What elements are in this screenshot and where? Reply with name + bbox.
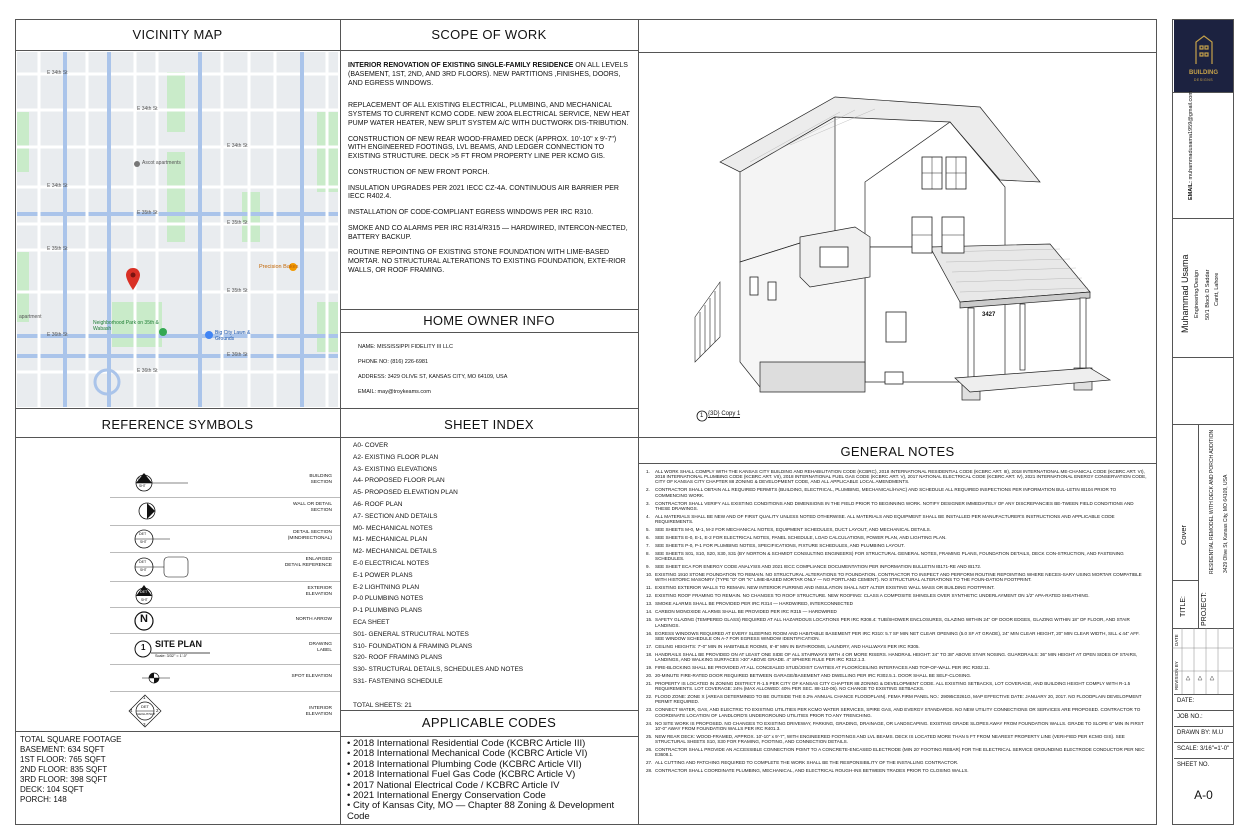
3d-view[interactable]	[660, 62, 1140, 422]
sheet-index-list	[353, 442, 633, 713]
sheet-index-item: M2- MECHANICAL DETAILS	[353, 548, 437, 556]
general-note	[646, 527, 1149, 532]
sheet-index-item: A7- SECTION AND DETAILS	[353, 512, 438, 520]
map-place-label: Big City Lawn & Grounds	[215, 330, 251, 342]
symbol-tag: DET	[139, 532, 147, 536]
note-text: 20-MINUTE FIRE-RATED DOOR REQUIRED BETWEEN GARAGE/BASEMENT AND DWELLING PER IRC R302.5.1. DOOR SHALL BE SELF-CLOSING.	[655, 673, 972, 679]
general-note	[646, 514, 1149, 524]
symbol-label: DETAIL SECTION (MINDIRECTIONAL)	[287, 530, 332, 541]
note-number: 7.	[646, 543, 650, 549]
code-item: • 2021 International Energy Conservation Code	[347, 790, 546, 802]
sheet-index-item: A4- PROPOSED FLOOR PLAN	[353, 477, 445, 485]
note-text: SEE SHEETS P-0, P-1 FOR PLUMBING NOTES, SPECIFICATIONS, FIXTURE SCHEDULES, AND PLUMBING LAYOUT.	[655, 543, 905, 549]
note-text: ALL WORK SHALL COMPLY WITH THE KANSAS CITY BUILDING AND REHABILITATION CODE (KCBRC), 2018 INTERNATIONAL RESIDENTIAL CODE (KCBRC ART. III), 2018 INTERNATIONAL ME-CHANICAL CODE (KCBRC ART. VI), 2018 INTERNATIONAL PLUMBING CODE (KCBRC ART. VII), 2018 INTERNATIONAL FUEL GAS CODE (KCBRC ART. V), 2017 NATIONAL ELECTRICAL CODE (KCBRC ART. IV), 2021 INTERNATIONAL ENERGY CONSERVATION CODE, CITY OF KANSAS CITY CHAPTER 88 ZONING & DEVELOPMENT CODE, AND ALL APPLICABLE LOCAL AMENDMENTS.	[655, 469, 1147, 485]
map-street-label: E 35th St	[137, 210, 158, 216]
view-title: {3D} Copy 1	[708, 411, 741, 417]
map-street-label: E 35th St	[47, 246, 68, 252]
sheet-index-item: P-1 PLUMBING PLANS	[353, 607, 422, 615]
vicinity-map-heading: VICINITY MAP	[132, 27, 223, 42]
symbol-tag: DET	[141, 704, 149, 709]
code-item: • City of Kansas City, MO — Chapter 88 Zoning & Development Code	[347, 800, 615, 822]
sheet-index-item: TOTAL SHEETS: 21	[353, 701, 412, 709]
code-item: • 2018 International Mechanical Code (KCBRC Article VI)	[347, 748, 588, 760]
map-place-label: apartment	[19, 314, 42, 320]
general-note	[646, 551, 1149, 561]
sqft-item: BASEMENT: 634 SQFT	[20, 745, 105, 754]
symbol-sub: SHT	[140, 540, 147, 544]
note-number: 26.	[646, 747, 653, 753]
map-street-label: E 34th St	[137, 106, 158, 112]
sheet-index-item: S01- GENERAL STRUCUTRAL NOTES	[353, 630, 469, 638]
scope-of-work-heading: SCOPE OF WORK	[431, 27, 547, 42]
general-note	[646, 707, 1149, 717]
note-text: EXISTING EXTERIOR WALLS TO REMAIN. NEW INTERIOR FURRING AND INSULATION SHALL NOT ALTER EXISTING WALL MASS OR BUILDING FOOTPRINT.	[655, 585, 995, 591]
divider	[638, 19, 639, 825]
designer-city: Cantt, Lahore	[1214, 272, 1220, 306]
symbol-interior-elevation	[110, 691, 340, 729]
general-note	[646, 631, 1149, 641]
divider	[15, 50, 638, 51]
symbol-tag: DET	[140, 590, 148, 594]
elevation-number: 4	[130, 708, 133, 713]
note-number: 15.	[646, 617, 653, 623]
general-note	[646, 572, 1149, 582]
general-note	[646, 585, 1149, 590]
note-text: HANDRAILS SHALL BE PROVIDED ON AT LEAST ONE SIDE OF ALL STAIRWAYS WITH 4 OR MORE RISERS. HANDRAIL HEIGHT: 34" TO 38" ABOVE STAIR NOSING. GUARDRAILS: 36" MIN HEIGHT AT OPEN SIDES OF STAIRS, LANDINGS, AND WALKING SURFACES >30" ABOVE GRADE. 4" SPHERE RULE PER IRC R312.1.3.	[655, 651, 1138, 663]
note-number: 14.	[646, 609, 653, 615]
tb-divider	[1172, 424, 1234, 425]
general-note	[646, 593, 1149, 598]
note-number: 11.	[646, 585, 653, 591]
symbol-detail-section	[110, 525, 340, 551]
revision-label: REVISION BY	[1174, 661, 1179, 690]
symbol-label: ENLARGED DETAIL REFERENCE	[284, 557, 332, 568]
reference-symbols	[110, 470, 340, 730]
note-number: 9.	[646, 564, 650, 570]
note-number: 27.	[646, 760, 653, 766]
note-text: CONTRACTOR SHALL VERIFY ALL EXISTING CONDITIONS AND DIMENSIONS IN THE FIELD PRIOR TO BEGINNING WORK. NOTIFY DESIGNER IMMEDIATELY OF ANY DISCREPANCIES BE-TWEEN FIELD CONDITIONS AND THESE DRAWINGS.	[655, 500, 1134, 511]
sheet-index-item: A3- EXISTING ELEVATIONS	[353, 465, 437, 473]
note-number: 22.	[646, 694, 653, 700]
code-item: • 2018 International Fuel Gas Code (KCBRC Article V)	[347, 769, 576, 781]
symbol-sub: SHT	[139, 484, 146, 488]
tb-divider	[1172, 580, 1198, 581]
tb-divider	[1198, 424, 1199, 628]
project-name: RESIDENTIAL REMODEL WITH DECK AND PORCH ADDITION	[1209, 429, 1215, 574]
sheet-index-heading: SHEET INDEX	[444, 417, 534, 432]
sheet-index-item: S31- FASTENING SCHEDULE	[353, 677, 443, 685]
symbol-spot-elevation	[110, 664, 340, 690]
code-item: • 2017 National Electrical Code / KCBRC Article IV	[347, 779, 560, 791]
symbol-label: SPOT ELEVATION	[291, 674, 332, 679]
sheet-index-item: S30- STRUCTURAL DETAILS, SCHEDULES AND NOTES	[353, 666, 524, 674]
note-number: 4.	[646, 513, 650, 519]
symbol-label: DRAWING LABEL	[308, 642, 332, 653]
note-text: CONTRACTOR SHALL OBTAIN ALL REQUIRED PERMITS (BUILDING, ELECTRICAL, PLUMBING, MECHANICAL/HVAC) AND SCHEDULE ALL REQUIRED INSPECTIONS PER INFORMATION BUL-LETIN IB104 PRIOR TO COMMENCING WORK.	[655, 487, 1117, 498]
note-number: 1.	[646, 469, 650, 474]
note-text: SEE SHEET ECA FOR ENERGY CODE ANALYSIS AND 2021 IECC COMPLIANCE DOCUMENTATION PER INFORMATION BULLETIN IB171-RE AND IB172.	[655, 564, 982, 570]
owner-name: NAME: MISSISSIPPI FIDELITY III LLC	[358, 344, 453, 350]
symbol-sub: SHT	[141, 598, 148, 602]
designer-role: Engineering/Design	[1194, 269, 1200, 318]
spot-elevation-symbol-icon	[132, 667, 172, 689]
map-street-label: E 35th St	[227, 288, 248, 294]
owner-email[interactable]: EMAIL: may@troykeams.com	[358, 389, 431, 395]
building-section-symbol-icon	[130, 472, 190, 494]
note-number: 12.	[646, 593, 653, 599]
note-text: NEW REAR DECK: WOOD-FRAMED, APPROX. 10'-10" x 9'-7", WITH ENGINEERED FOOTINGS AND LVL BEAMS. DECK IS LOCATED MORE THAN 5 FT FROM NEAREST PROPERTY LINE (VERI-FIED PER KCMO GIS). SEE STRUCTURAL SHEETS S10, S30 FOR FRAMING, FOOTING, AND CONNECTION DETAILS.	[655, 733, 1125, 745]
sheet-index-item: E-1 POWER PLANS	[353, 571, 413, 579]
sheet-index-item: A5- PROPOSED ELEVATION PLAN	[353, 489, 458, 497]
divider	[15, 437, 340, 438]
map-street-label: E 34th St	[227, 143, 248, 149]
note-text: SEE SHEETS S01, S10, S20, S30, S31 (BY NORTON & SCHMIDT CONSULTING ENGINEERS) FOR STRUCTURAL GENERAL NOTES, FRAMING PLANS, FOUNDATION DETAILS, DECK CON-STRUCTION, AND FASTENING SCHEDULES.	[655, 551, 1124, 562]
wall-section-symbol-icon	[136, 500, 158, 522]
divider	[638, 52, 1157, 53]
elevation-number: 3	[143, 722, 146, 727]
note-number: 24.	[646, 720, 653, 726]
home-owner-info-heading: HOME OWNER INFO	[423, 313, 555, 328]
note-text: CONTRACTOR SHALL COORDINATE PLUMBING, MECHANICAL, AND ELECTRICAL ROUGH-INS BETWEEN TRADES PRIOR TO CLOSING WALLS.	[655, 768, 969, 774]
sheet-index-item: E-2 LIGHTNING PLAN	[353, 583, 420, 591]
code-item: • 2018 International Residential Code (KCBRC Article III)	[347, 738, 586, 749]
scope-text: REPLACEMENT OF ALL EXISTING ELECTRICAL, PLUMBING, AND MECHANICAL SYSTEMS TO CURRENT KCMO CODE. NEW 200A ELECTRICAL SERVICE, NEW HEAT PUMP WATER HEATER, NEW SPLIT SYSTEM A/C WITH DUCTWORK DIS-TRIBUTION.	[348, 102, 630, 127]
map-place-label: Neighborhood Park on 35th & Wabash	[93, 320, 159, 332]
general-note	[646, 673, 1149, 678]
elevation-number: 2	[156, 708, 159, 713]
view-number: 1	[700, 413, 704, 419]
general-notes-list	[646, 469, 1149, 776]
general-note	[646, 734, 1149, 744]
map-street-label: E 36th St	[47, 332, 68, 338]
symbol-enlarged-detail	[110, 552, 340, 580]
scope-text: CONSTRUCTION OF NEW FRONT PORCH.	[348, 168, 490, 176]
sqft-item: 1ST FLOOR: 765 SQFT	[20, 755, 106, 764]
note-number: 19.	[646, 665, 653, 671]
applicable-codes-heading: APPLICABLE CODES	[421, 715, 557, 730]
project-address: 3429 Olive St, Kansas City, MO 64109, USA	[1223, 474, 1229, 573]
note-text: SMOKE ALARMS SHALL BE PROVIDED PER IRC R314 — HARDWIRED, INTERCONNECTED	[655, 601, 853, 607]
scope-text: ROUTINE REPOINTING OF EXISTING STONE FOUNDATION WITH LIME-BASED MORTAR. NO STRUCTURAL ALTERATIONS TO EXISTING FOUNDATION, EXTE-RIOR WALLS, OR ROOF FRAMING.	[348, 249, 626, 274]
note-text: SEE SHEETS M-0, M-1, M-2 FOR MECHANICAL NOTES, EQUIPMENT SCHEDULES, DUCT LAYOUT, AND MECHANICAL DETAILS.	[655, 527, 932, 533]
general-note	[646, 535, 1149, 540]
tb-sheet-no	[1174, 758, 1233, 824]
applicable-codes-list	[347, 739, 637, 822]
scope-text: ON ALL LEVELS (BASEMENT, 1ST, 2ND, AND 3RD FLOORS). NEW PARTITIONS ,FINISHES, DOORS, AND EGRESS WINDOWS.	[348, 62, 628, 87]
sheet-index-item: A0- COVER	[353, 442, 389, 449]
symbol-tag: 1	[141, 643, 146, 652]
tb-divider	[1172, 218, 1234, 219]
symbol-tag: DET	[139, 560, 147, 564]
note-number: 16.	[646, 630, 653, 636]
map-street-label: E 35th St	[227, 220, 248, 226]
symbol-label: NORTH ARROW	[295, 617, 332, 622]
divider	[340, 736, 638, 737]
note-number: 2.	[646, 487, 650, 493]
note-number: 17.	[646, 643, 653, 649]
revision-grid-lines	[1172, 628, 1234, 694]
note-text: CONNECT WATER, GAS, AND ELECTRIC TO EXISTING UTILITIES PER KCMO WATER SERVICES, SPIRE GAS, AND EVERGY STANDARDS. NO NEW UTILITY CONNECTIONS OR SERVICES ARE PROPOSED. CONTRACTOR TO COORDINATE LOCATION OF LANDLORD'S UNDERGROUND UTILITIES PRIOR TO ANY TRENCHING.	[655, 707, 1141, 718]
general-note	[646, 694, 1149, 704]
divider	[340, 309, 638, 310]
note-text: CEILING HEIGHTS: 7'-0" MIN IN HABITABLE ROOMS, 6'-8" MIN IN BATHROOMS, LAUNDRY, AND HALLWAYS PER IRC R305.	[655, 643, 920, 649]
sqft-item: TOTAL SQUARE FOOTAGE	[20, 735, 122, 744]
note-number: 10.	[646, 572, 653, 578]
symbol-label: WALL OR DETAIL SECTION	[292, 502, 332, 513]
note-text: FLOOD ZONE: ZONE X (AREAS DETERMINED TO BE OUTSIDE THE 0.2% ANNUAL CHANCE FLOODPLAIN). FEMA FIRM PANEL NO.: 29095C0261G, MAP EFFECTIVE DATE: JANUARY 20, 2017. NO FLOODPLAIN DEVELOPMENT PERMIT REQUIRED.	[655, 694, 1142, 705]
note-number: 3.	[646, 500, 650, 506]
revision-date-label: DATE	[1174, 634, 1179, 646]
divider	[340, 408, 638, 409]
elevation-number: 1	[143, 695, 146, 700]
note-text: EGRESS WINDOWS REQUIRED AT EVERY SLEEPING ROOM AND HABITABLE BASEMENT PER IRC R310: 5.7 SF MIN NET CLEAR OPENING (5.0 SF AT GRADE), 24" MIN CLEAR HEIGHT, 20" MIN CLEAR WIDTH, SILL ≤ 44" AFF. SEE WINDOW SCHEDULE ON A-7 FOR EGRESS WINDOW IDENTIFICATION.	[655, 630, 1140, 641]
scope-text: INSULATION UPGRADES PER 2021 IECC CZ-4A. CONTINUOUS AIR BARRIER PER IECC R402.4.	[348, 184, 619, 201]
map-place-label: Ascot apartments	[142, 160, 181, 166]
symbol-label: BUILDING SECTION	[309, 474, 332, 485]
home-owner-info	[358, 344, 628, 404]
map-street-label: E 34th St	[47, 183, 68, 189]
sheet-index-item: P-0 PLUMBING NOTES	[353, 595, 424, 603]
sheet-index-item: A6- ROOF PLAN	[353, 500, 403, 508]
sqft-item: 2ND FLOOR: 835 SQFT	[20, 765, 108, 774]
divider	[340, 437, 638, 438]
note-text: EXISTING 1910 STONE FOUNDATION TO REMAIN. NO STRUCTURAL ALTERATIONS TO FOUNDATION. CONTRACTOR TO INSPECT AND PERFORM ROUTINE REPOINTING WHERE NECES-SARY USING MORTAR COMPATIBLE WITH HISTORIC MASONRY (TYPE "O" OR "K" LIME-BASED MORTAR ONLY — NO PORTLAND CEMENT). NO STRUCTURAL ALTERATIONS TO THE FOUN-DATION FOOTPRINT.	[655, 572, 1142, 583]
revision-grid	[1172, 628, 1234, 694]
note-number: 21.	[646, 681, 653, 687]
logo-line1: BUILDING	[1189, 70, 1218, 76]
scope-of-work	[348, 62, 632, 283]
general-note	[646, 747, 1149, 757]
symbol-exterior-elevation	[110, 581, 340, 607]
general-note	[646, 760, 1149, 765]
general-note	[646, 469, 1149, 485]
map-place-label: Precision Bakes	[259, 264, 299, 270]
general-note	[646, 768, 1149, 773]
general-note	[646, 564, 1149, 569]
titleblock-email[interactable]: EMAIL: muhammadusama1959@gmail.com	[1188, 91, 1194, 200]
symbol-label: EXTERIOR ELEVATION	[305, 586, 332, 597]
sheet-index-item: M0- MECHANICAL NOTES	[353, 524, 433, 532]
sheet-index-item: S10- FOUNDATION & FRAMING PLANS	[353, 642, 473, 650]
designer-name: Muhammad Usama	[1180, 254, 1190, 333]
tb-scale: SCALE: 3/16"=1'-0"	[1174, 742, 1233, 758]
symbol-wall-section	[110, 497, 340, 523]
note-text: CARBON MONOXIDE ALARMS SHALL BE PROVIDED PER IRC R315 — HARDWIRED	[655, 609, 837, 615]
note-number: 13.	[646, 601, 653, 607]
map-street-label: E 34th St	[47, 70, 68, 76]
scope-text: INSTALLATION OF CODE-COMPLIANT EGRESS WINDOWS PER IRC R310.	[348, 209, 594, 216]
detail-section-symbol-icon	[132, 528, 172, 550]
general-note	[646, 609, 1149, 614]
note-text: PROPERTY IS LOCATED IN ZONING DISTRICT R-1.5 PER CITY OF KANSAS CITY CHAPTER 88 ZONING & DEVELOPMENT CODE. ALL EXISTING SETBACKS, LOT COVERAGE, AND BUILDING HEIGHT COMPLY WITH R-1.5 REQUIREMENTS. LOT COVERAGE: 24% (MAX ALLOWED: 40% PER SEC. 88-110-06). NO CHANGE TO EXISTING SETBACKS.	[655, 681, 1131, 692]
house-number: 3427	[982, 312, 996, 318]
tb-divider	[1172, 357, 1234, 358]
divider	[638, 463, 1157, 464]
general-note	[646, 652, 1149, 662]
symbol-sub: HEIGHT/SHT	[137, 712, 156, 716]
tb-job-no: JOB NO.:	[1174, 710, 1233, 726]
map-street-label: E 36th St	[137, 368, 158, 374]
note-text: EXISTING ROOF FRAMING TO REMAIN. NO CHANGES TO ROOF STRUCTURE. NEW ROOFING: CLASS A COMPOSITE SHINGLES OVER SYNTHETIC UNDERLAYMENT ON 1/2" APA-RATED SHEATHING.	[655, 593, 1090, 599]
designer-address: 50/1 Block D Saddar	[1205, 269, 1211, 320]
sheet-index-item	[353, 690, 633, 702]
enlarged-detail-symbol-icon	[132, 555, 192, 579]
map-street-label: E 36th St	[227, 352, 248, 358]
divider	[638, 437, 1157, 438]
general-note	[646, 617, 1149, 627]
sheet-index-item: M1- MECHANICAL PLAN	[353, 536, 428, 544]
note-number: 18.	[646, 651, 653, 657]
general-note	[646, 501, 1149, 511]
vicinity-map[interactable]	[17, 52, 338, 407]
general-note	[646, 681, 1149, 691]
scope-lead: INTERIOR RENOVATION OF EXISTING SINGLE-FAMILY RESIDENCE	[348, 62, 574, 69]
note-text: FIRE-BLOCKING SHALL BE PROVIDED AT ALL CONCEALED STUD/JOIST CAVITIES AT FLOOR/CEILING INTERFACES AND TOP-OF-WALL PER IRC R302.11.	[655, 665, 990, 671]
tb-divider	[1172, 92, 1234, 93]
symbol-tag: N	[140, 613, 148, 625]
sqft-item: PORCH: 148	[20, 795, 67, 804]
note-text: SAFETY GLAZING (TEMPERED GLASS) REQUIRED AT ALL HAZARDOUS LOCATIONS PER IRC R308.4: TUB/SHOWER ENCLOSURES, GLAZING WITHIN 24" OF DOOR EDGES, GLAZING WITHIN 18" OF FLOOR, AND STAIR LANDINGS.	[655, 617, 1130, 628]
drawing-title-sample: SITE PLAN	[155, 639, 203, 649]
sheet-index-item: ECA SHEET	[353, 618, 390, 626]
house-3d-drawing	[660, 62, 1140, 422]
note-number: 8.	[646, 551, 650, 557]
tb-date: DATE:	[1174, 694, 1233, 710]
general-note	[646, 665, 1149, 670]
company-logo	[1174, 20, 1233, 92]
note-number: 23.	[646, 707, 653, 713]
divider	[340, 332, 638, 333]
note-number: 25.	[646, 733, 653, 739]
note-number: 5.	[646, 527, 650, 533]
sheet-title: Cover	[1179, 524, 1188, 545]
exterior-elevation-symbol-icon	[132, 583, 156, 607]
note-number: 28.	[646, 768, 653, 774]
symbol-tag: DET	[138, 477, 146, 481]
general-note	[646, 644, 1149, 649]
note-text: NO SITE WORK IS PROPOSED. NO CHANGES TO EXISTING DRIVEWAY, PARKING, GRADING, DRAINAGE, OR LANDSCAPING. EXISTING GRADE SLOPES AWAY FROM FOUNDATION WALLS. GRADE TO SLOPE 6" MIN IN FIRST 10'-0" AWAY FROM FOUNDATION WALLS PER IRC R401.3.	[655, 720, 1144, 731]
symbol-building-section	[110, 470, 340, 496]
general-notes-heading: GENERAL NOTES	[840, 444, 955, 459]
note-text: SEE SHEETS E-0, E-1, E-2 FOR ELECTRICAL NOTES, PANEL SCHEDULE, LOAD CALCULATIONS, POWER PLAN, AND LIGHTING PLAN.	[655, 535, 947, 541]
sheet-index-item: A2- EXISTING FLOOR PLAN	[353, 453, 439, 461]
code-item: • 2018 International Plumbing Code (KCBRC Article VII)	[347, 758, 582, 770]
symbol-drawing-label	[110, 633, 340, 663]
location-pin-icon	[126, 268, 140, 290]
note-number: 20.	[646, 673, 653, 679]
sqft-item: 3RD FLOOR: 398 SQFT	[20, 775, 108, 784]
general-note	[646, 601, 1149, 606]
square-footage-list	[20, 735, 220, 805]
sheet-index-item: S20- ROOF FRAMING PLANS	[353, 654, 443, 662]
drawing-scale-sample: Scale: 3/32" = 1'-0"	[155, 654, 188, 658]
owner-phone: PHONE NO: (816) 226-6981	[358, 359, 429, 365]
divider	[15, 408, 340, 409]
symbol-sub: SHT	[140, 568, 147, 572]
logo-line2: DESIGNS	[1193, 78, 1214, 82]
note-text: ALL CUTTING AND PATCHING REQUIRED TO COMPLETE THE WORK SHALL BE THE RESPONSIBILITY OF THE INSTALLING CONTRACTOR.	[655, 760, 959, 766]
note-number: 6.	[646, 535, 650, 541]
owner-address: ADDRESS: 3429 OLIVE ST, KANSAS CITY, MO 64109, USA	[358, 374, 508, 380]
reference-symbols-heading: REFERENCE SYMBOLS	[101, 417, 254, 432]
note-text: CONTRACTOR SHALL PROVIDE AN ACCESSIBLE CONNECTION POINT TO A CONCRETE-ENCASED ELECTRODE (MIN 20' FOOTING REBAR) FOR THE ELECTRICAL SERVICE GROUNDING ELECTRODE CONDUCTOR PER NEC E3608.1.	[655, 747, 1145, 758]
divider	[15, 731, 340, 732]
general-note	[646, 543, 1149, 548]
scope-text: SMOKE AND CO ALARMS PER IRC R314/R315 — HARDWIRED, INTERCON-NECTED, BATTERY BACKUP.	[348, 224, 628, 241]
scope-text: CONSTRUCTION OF NEW REAR WOOD-FRAMED DECK (APPROX. 10'-10" x 9'-7") WITH ENGINEERED FOOTINGS, LVL BEAMS, AND LEDGER CONNECTION TO EXISTING STRUCTURE. DECK >5 FT FROM PROPERTY LINE PER KCMO GIS.	[348, 135, 617, 160]
sheet-index-item: E-0 ELECTRICAL NOTES	[353, 559, 429, 567]
title-label: TITLE:	[1180, 595, 1187, 617]
general-note	[646, 487, 1149, 497]
general-note	[646, 721, 1149, 731]
sqft-item: DECK: 104 SQFT	[20, 785, 84, 794]
sheet-number: A-0	[1194, 788, 1213, 802]
note-text: ALL MATERIALS SHALL BE NEW AND OF FIRST QUALITY UNLESS NOTED OTHERWISE. ALL MATERIALS AND EQUIPMENT SHALL BE INSTALLED PER MANUFACTURER'S INSTRUCTIONS AND APPLICABLE CODE REQUIREMENTS.	[655, 513, 1115, 525]
symbol-north-arrow	[110, 607, 340, 633]
sheet-no-label: SHEET NO.	[1177, 762, 1210, 768]
project-label: PROJECT:	[1201, 592, 1208, 626]
symbol-label: INTERIOR ELEVATION	[305, 706, 332, 717]
tb-drawn-by: DRAWN BY: M.U	[1174, 726, 1233, 742]
